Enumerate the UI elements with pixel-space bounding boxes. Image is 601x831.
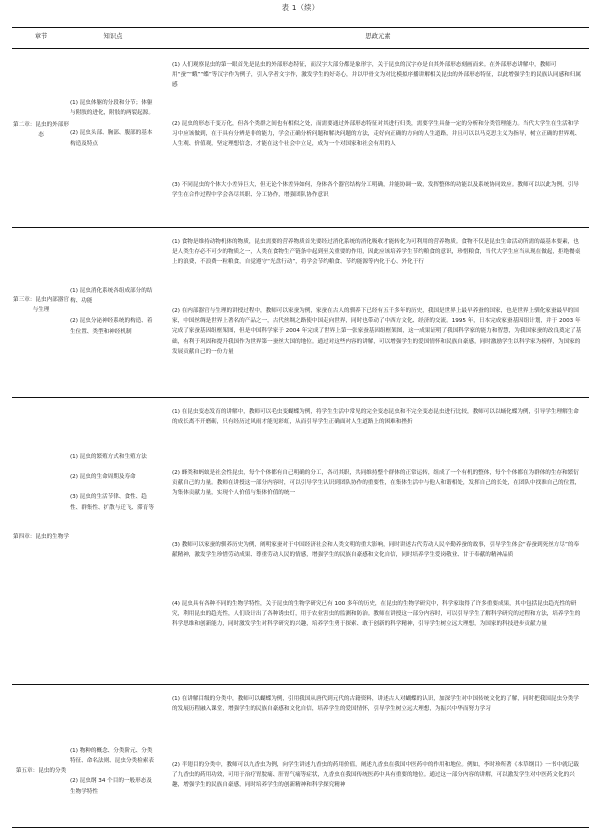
table-bottom-rule bbox=[12, 827, 589, 828]
row-2-knowledge-2: (2) 昆虫分泌神经系统的构造、着生位置、类型和神经机制 bbox=[70, 318, 153, 335]
header-ideology: 思政元素 bbox=[365, 33, 391, 40]
row-1-knowledge-1: (1) 昆虫体躯的分段和分节；体躯与附肢的进化，附肢的两裂起源。 bbox=[70, 100, 154, 117]
row-3-chapter: 第四章：昆虫的生物学 bbox=[13, 534, 69, 540]
row-3-knowledge-1: (1) 昆虫的繁殖方式和生殖方法 bbox=[70, 454, 147, 460]
row-3-knowledge-2: (2) 昆虫的生命周期及寿命 bbox=[70, 474, 136, 481]
row-1-knowledge bbox=[70, 98, 156, 149]
row-1-ideology-3: (3) 不同昆虫的个体大小差异巨大，但无论个体差异如何，身体各个器官结构分工明确，并能协调一致，发挥整体的功能以及系统协同效应。教师可以以此为例，引导学生在合作过程中学会各尽其职、分工协作，增强团队协作意识 bbox=[172, 182, 579, 199]
row-2-ideology-1: (1) 食物是维持动物机体的物质，昆虫需要的营养物质首先要经过消化系统的消化吸收才能转化为可利用的营养物质。食物不仅是昆虫生命活动所需的最基本要素，也是人类生存必不可少的物质之一，人类在食物生产链条中起到至关重要的作用，因此应该培养学生节约粮食的意识，珍惜粮食，当代大学生应当从现在做起，拒绝餐桌上的浪费，不浪费一粒粮食，自觉遵守“光盘行动”，将学会节约粮食、节约能源等内化于心、外化于行 bbox=[172, 239, 581, 266]
header-bottom-rule bbox=[12, 48, 589, 49]
row-2-knowledge-1: (1) 昆虫消化系统各组成部分的结构、功能 bbox=[70, 288, 153, 305]
header-chapter: 章节 bbox=[34, 33, 48, 40]
row-3-ideology-4: (4) 昆虫具有各种不同的生物学特性，关于昆虫的生物学研究已有 100 多年的历史，在昆虫的生物学研究中，科学家取得了许多重要成果，其中包括昆虫趋光性的研究，利用昆虫的趋光性，人们设计出了各种诱虫灯，用于农业害虫的监测和防治。教师在讲授这一部分内容时，可以引导学生了解科学研究的过程和方法，培养学生的科学思维和创新能力，同时激发学生对科学研究的兴趣，培养学生勇于探索、敢于创新的科学精神，引导学生树立远大理想，为国家的科技进步贡献力量 bbox=[172, 601, 581, 628]
row-4-ideology-1: (1) 在讲解目级的分类中，教师可以蝴蝶为例，引用我国从唐代到元代的古籍资料，讲述古人对蝴蝶的认识，加深学生对中国传统文化的了解，同时把我国昆虫分类学的发展历程融入课堂，增强学生的民族自豪感和文化自信，培养学生的爱国情怀，引导学生树立远大理想，为振兴中华而努力学习 bbox=[172, 696, 579, 713]
header-knowledge: 知识点 bbox=[103, 33, 123, 40]
row-1-ideology-1: (1) 人们观察昆虫的第一眼首先是昆虫的外部形态特征，而汉字大部分都是象形字，关于昆虫的汉字亦是自其外部形态刻画而来。在外部形态讲解中，教师可用“蚕”“蛾”“蝶”等汉字作为例子，引入学者文字作，激发学生的好奇心，并以甲骨文为对比模拟序播讲解相关昆虫的外部形态特征，以此增强学生的民族认同感和归属感 bbox=[172, 62, 581, 89]
row-3-knowledge-3: (3) 昆虫的生活节律、食性、趋性、群集性、扩散与迁飞、滞育等 bbox=[70, 494, 154, 511]
row-1-bottom-rule bbox=[12, 227, 589, 228]
row-2-bottom-rule bbox=[12, 397, 589, 398]
table-caption: 表 1（续） bbox=[281, 3, 320, 12]
row-3-ideology-1: (1) 在昆虫变态发育的讲解中，教师可以毛虫变蝴蝶为例，将学生生活中常见的完全变态昆虫和不完全变态昆虫进行比较，教师可以以蛹化蝶为例，引导学生理解生命的成长离不开磨砺，只有经历过风雨才能见彩虹，从而引导学生正确面对人生道路上的困难和挫折 bbox=[172, 409, 579, 426]
row-4-knowledge bbox=[70, 746, 156, 797]
row-2-knowledge bbox=[70, 286, 156, 337]
row-3-ideology-2: (2) 蜂类和蚂蚁是社会性昆虫，每个个体都有自己明确的分工，各司其职，共同维持整个群体的正常运转，组成了一个有机的整体，每个个体都在为群体的生存和繁衍贡献自己的力量。教师在讲授这一部分内容时，可以引导学生认识到团队协作的重要性，在集体生活中与他人和谐相处，发挥自己的长处，在团队中找准自己的位置，为集体贡献力量，实现个人价值与集体价值的统一 bbox=[172, 470, 581, 497]
row-2-ideology-2: (2) 在内部器官与生理的讲授过程中，教师可以家蚕为例，家蚕在古人的驯养下已经有五千多年的历史，我国是世界上最早养蚕的国家，也是世界上驯化家蚕最早的国家，中国丝绸是世界上著名的产品之一，古代丝绸之路使中国走向世界，同时也带动了中西方文化、经济的交流。1995 年，日本完成家蚕基因组计划，并于 2003 年完成了家蚕基因组框架图，但是中国科学家于 2004 年完成了世界上第一张家蚕基因组框架图，这一成果证明了我国科学家的能力和智慧，为我国家蚕的改良奠定了基础，有利于巩固和提升我国作为世界第一蚕丝大国的地位。通过对这些内容的讲解，可以增强学生的爱国情怀和民族自豪感，同时激励学生以科学家为榜样，为国家的发展贡献自己的一份力量 bbox=[172, 308, 582, 355]
table-top-rule bbox=[12, 27, 589, 28]
row-4-ideology-2: (2) 半翅目的分类中，教师可以九香虫为例，向学生讲述九香虫的药用价值，阐述九香虫在我国中医药中的作用和地位。例如，李时珍所著《本草纲目》一书中就记载了九香虫的药用功效，可用于治疗胃脘痛、肝胃气痛等症状，九香虫在我国传统医药中具有重要的地位。通过这一部分内容的讲解，可以激发学生对中医药文化的兴趣，增强学生的民族自豪感，同时培养学生的创新精神和科学探究精神 bbox=[172, 762, 579, 789]
row-3-ideology-3: (3) 教师可以家蚕的驯养历史为例，阐明家蚕对于中国经济社会和人类文明的重大影响，同时讲述古代劳动人民辛勤养蚕的故事，引导学生体会“春蚕到死丝方尽”的奉献精神，激发学生珍惜劳动成果、尊重劳动人民的情感，增强学生的民族自豪感和文化自信，同时培养学生爱岗敬业、甘于奉献的精神品质 bbox=[172, 542, 580, 559]
row-4-knowledge-1: (1) 物种的概念、分类阶元、分类特征、命名法则、昆虫分类检索表 bbox=[70, 748, 154, 765]
row-1-ideology-2: (2) 昆虫的形态千变万化，但各个类群之间也有相似之处，而需要通过外部形态特征对其进行归类，需要学生具备一定的分析和分类管理能力。当代大学生在生活和学习中应该做到，在于具有分辨是非的能力，学会正确分析问题和解决问题的方法，走好向正确的方向的人生道路，并且可以以马克思主义为指导，树立正确的世界观、人生观、价值观，坚定理想信念，才能在这个社会中立足，成为一个对国家和社会有用的人 bbox=[172, 121, 581, 148]
row-2-chapter: 第三章：昆虫内部器官与生理 bbox=[13, 297, 69, 314]
row-4-chapter: 第五章：昆虫的分类 bbox=[15, 768, 67, 774]
row-1-chapter: 第二章：昆虫的外部形态 bbox=[13, 122, 69, 139]
row-4-knowledge-2: (2) 昆虫纲 34 个目的一般形态及生物学特性 bbox=[70, 778, 152, 795]
row-3-bottom-rule bbox=[12, 684, 589, 685]
row-1-knowledge-2: (2) 昆虫头部、胸部、腹部的基本构造及特点 bbox=[70, 130, 153, 147]
row-3-knowledge bbox=[70, 452, 156, 513]
